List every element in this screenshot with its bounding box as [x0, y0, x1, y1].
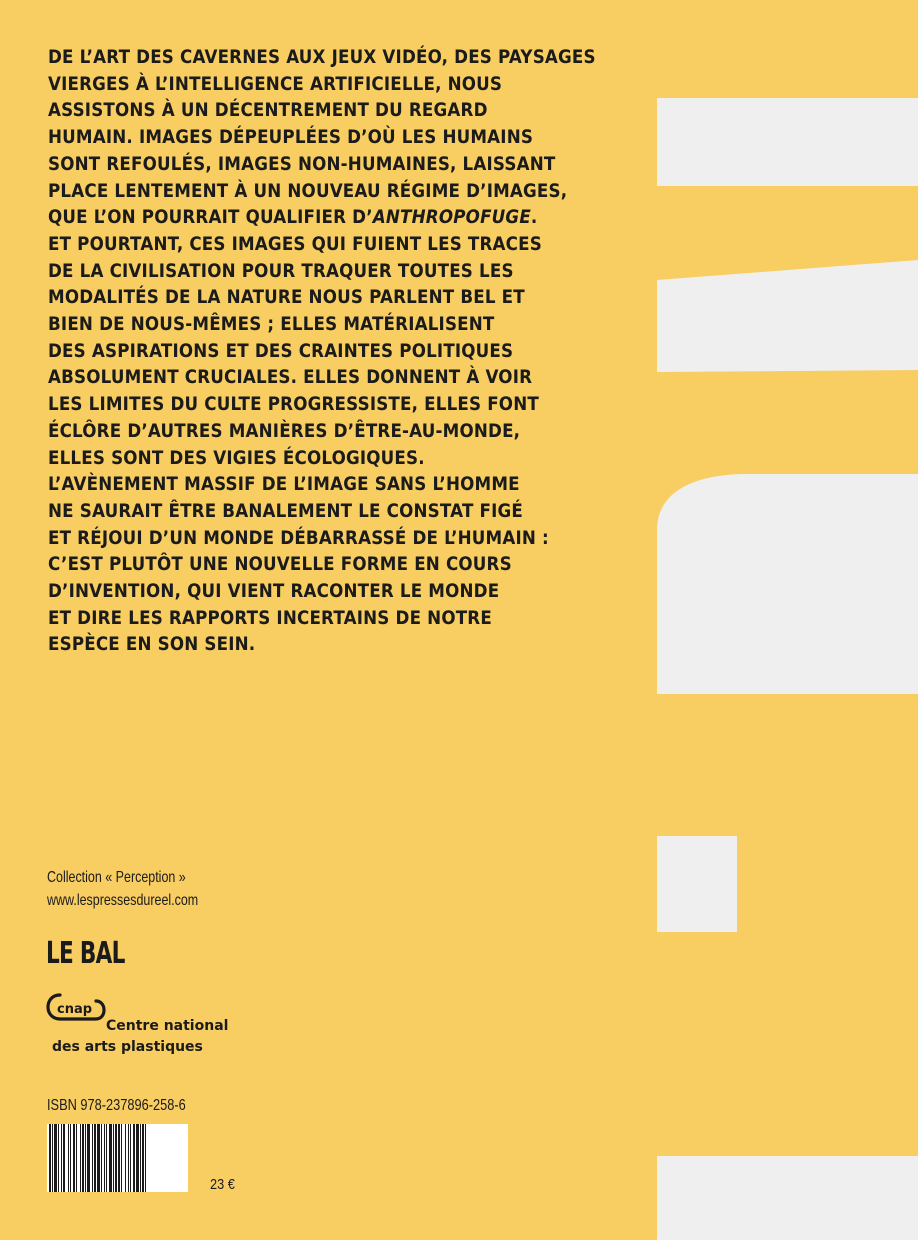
barcode-bar — [130, 1124, 131, 1192]
blurb-line: ET RÉJOUI D’UN MONDE DÉBARRASSÉ DE L’HUMAIN : — [48, 526, 549, 549]
barcode-bar — [128, 1124, 129, 1192]
barcode-bar — [94, 1124, 96, 1192]
blurb-line: DES ASPIRATIONS ET DES CRAINTES POLITIQUES — [48, 339, 514, 362]
isbn-number: ISBN 978-237896-258-6 — [47, 1097, 186, 1114]
barcode — [47, 1124, 188, 1192]
blurb-line: LES LIMITES DU CULTE PROGRESSISTE, ELLES FONT — [48, 393, 539, 416]
barcode-bar — [115, 1124, 117, 1192]
barcode-bar — [121, 1124, 122, 1192]
blurb-line: ÉCLÔRE D’AUTRES MANIÈRES D’ÊTRE-AU-MONDE, — [48, 419, 521, 442]
barcode-bar — [63, 1124, 65, 1192]
barcode-bar — [104, 1124, 105, 1192]
blurb-line: ASSISTONS À UN DÉCENTREMENT DU REGARD — [48, 99, 488, 122]
barcode-bar — [101, 1124, 102, 1192]
barcode-bar — [140, 1124, 141, 1192]
blurb-text — [48, 44, 596, 658]
blurb-line: BIEN DE NOUS-MÊMES ; ELLES MATÉRIALISENT — [48, 313, 495, 336]
barcode-bar — [68, 1124, 69, 1192]
blurb-line-prefix: QUE L’ON POURRAIT QUALIFIER D’ — [48, 206, 373, 229]
blurb-line: HUMAIN. IMAGES DÉPEUPLÉES D’OÙ LES HUMAINS — [48, 126, 534, 149]
barcode-bar — [106, 1124, 107, 1192]
blurb-line: NE SAURAIT ÊTRE BANALEMENT LE CONSTAT FIGÉ — [48, 499, 524, 522]
barcode-bar — [73, 1124, 75, 1192]
cnap-logo — [46, 992, 246, 1056]
blurb-line: D’INVENTION, QUI VIENT RACONTER LE MONDE — [48, 580, 500, 603]
cnap-mark-letters: cnap — [57, 1002, 93, 1017]
barcode-bar — [80, 1124, 81, 1192]
blurb-line: ESPÈCE EN SON SEIN. — [48, 633, 256, 656]
barcode-bar — [58, 1124, 59, 1192]
cnap-wordmark — [52, 1016, 228, 1058]
blurb-line: VIERGES À L’INTELLIGENCE ARTIFICIELLE, NOUS — [48, 72, 503, 95]
barcode-bar — [136, 1124, 139, 1192]
barcode-bar — [142, 1124, 144, 1192]
barcode-bar — [70, 1124, 71, 1192]
anthropofuge-term: ANTHROPOFUGE — [372, 206, 531, 229]
barcode-bar — [76, 1124, 77, 1192]
blurb-line: PLACE LENTEMENT À UN NOUVEAU RÉGIME D’IMAGES, — [48, 179, 568, 202]
blurb-line-anthropofuge — [48, 204, 541, 231]
cnap-line-2: des arts plastiques — [52, 1039, 203, 1055]
spine-title-letters — [657, 0, 918, 1240]
letter-stroke-upper — [657, 260, 918, 372]
barcode-bar — [61, 1124, 62, 1192]
blurb-line: DE LA CIVILISATION POUR TRAQUER TOUTES LES — [48, 259, 514, 282]
colophon — [47, 866, 198, 912]
blurb-line: ET DIRE LES RAPPORTS INCERTAINS DE NOTRE — [48, 606, 492, 629]
letter-bowl — [657, 474, 918, 694]
barcode-bar — [52, 1124, 53, 1192]
barcode-bar — [97, 1124, 100, 1192]
barcode-bar — [133, 1124, 135, 1192]
barcode-bar — [54, 1124, 57, 1192]
blurb-line: ET POURTANT, CES IMAGES QUI FUIENT LES TRACES — [48, 232, 542, 255]
price: 23 € — [210, 1176, 235, 1193]
letter-bar-bottom — [657, 1156, 918, 1240]
barcode-bar — [109, 1124, 112, 1192]
blurb-line: DE L’ART DES CAVERNES AUX JEUX VIDÉO, DES PAYSAGES — [48, 46, 596, 68]
le-bal-logo: LE BAL — [46, 936, 125, 971]
letter-bar-top — [657, 98, 918, 186]
publisher-website: www.lespressesdureel.com — [47, 892, 199, 909]
blurb-line: C’EST PLUTÔT UNE NOUVELLE FORME EN COURS — [48, 553, 512, 576]
barcode-bar — [145, 1124, 146, 1192]
barcode-bar — [82, 1124, 84, 1192]
barcode-bar — [49, 1124, 51, 1192]
cnap-line-1: Centre national — [106, 1018, 229, 1034]
blurb-line: SONT REFOULÉS, IMAGES NON-HUMAINES, LAISSANT — [48, 152, 556, 175]
barcode-bar — [118, 1124, 120, 1192]
barcode-bar — [113, 1124, 114, 1192]
barcode-bar — [125, 1124, 126, 1192]
barcode-bar — [85, 1124, 86, 1192]
blurb-line: MODALITÉS DE LA NATURE NOUS PARLENT BEL ET — [48, 286, 525, 309]
letter-stem-lower — [657, 836, 737, 932]
blurb-line: L’AVÈNEMENT MASSIF DE L’IMAGE SANS L’HOMME — [48, 473, 520, 496]
blurb-line-suffix: . — [530, 206, 538, 229]
barcode-bars — [47, 1124, 188, 1192]
blurb-line: ABSOLUMENT CRUCIALES. ELLES DONNENT À VOIR — [48, 366, 533, 389]
collection-name: Collection « Perception » — [47, 869, 186, 886]
blurb-line: ELLES SONT DES VIGIES ÉCOLOGIQUES. — [48, 446, 425, 469]
barcode-bar — [87, 1124, 90, 1192]
barcode-bar — [92, 1124, 93, 1192]
